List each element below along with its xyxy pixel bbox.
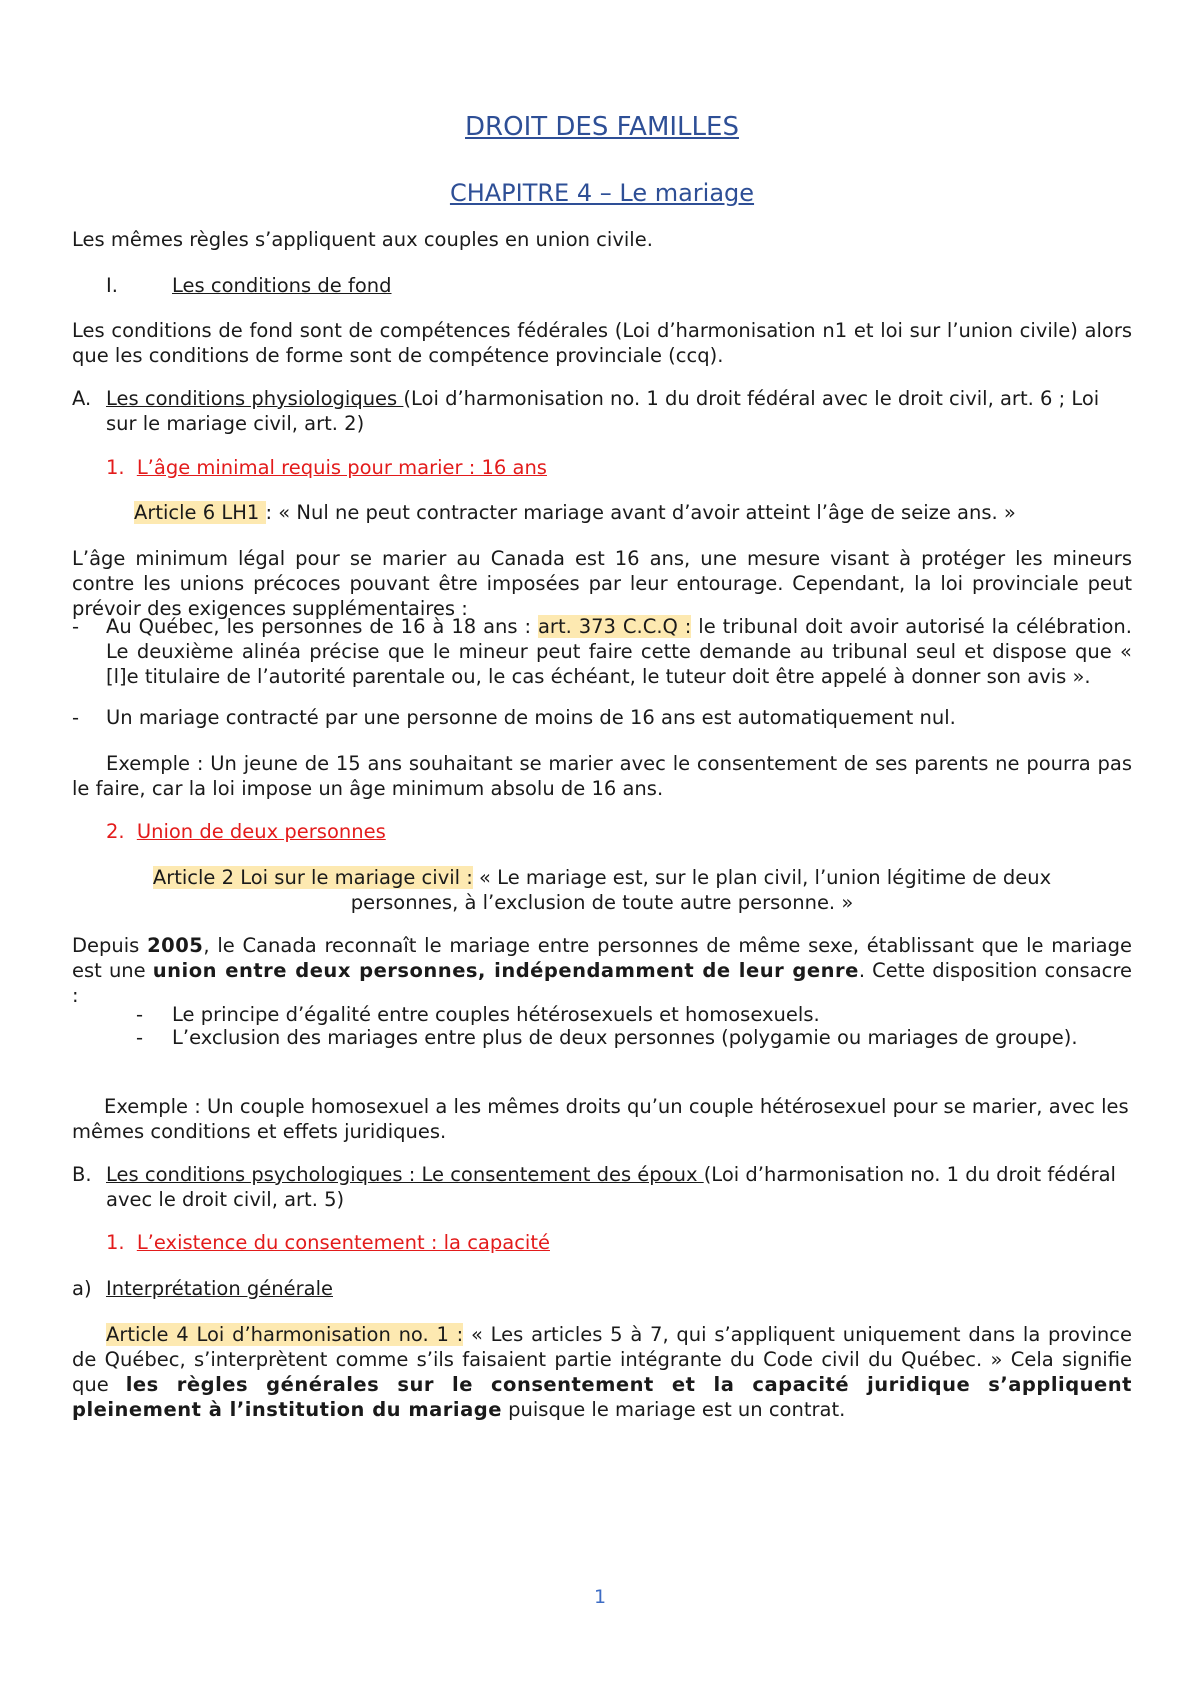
chapter-title: CHAPITRE 4 – Le mariage	[449, 179, 755, 207]
fond-paragraph: Les conditions de fond sont de compétences fédérales (Loi d’harmonisation n1 et loi sur l’union civile) alors que les conditions de forme sont de compétence provinciale (ccq).	[72, 319, 1132, 367]
subsection-heading-a	[72, 386, 1132, 436]
item-number: 2.	[106, 820, 125, 843]
example-paragraph: Exemple : Un jeune de 15 ans souhaitant se marier avec le consentement de ses parents ne pourra pas le faire, car la loi impose un âge minimum absolu de 16 ans.	[72, 752, 1132, 800]
age-paragraph: L’âge minimum légal pour se marier au Canada est 16 ans, une mesure visant à protéger les mineurs contre les unions précoces pouvant être imposées par leur entourage. Cependant, la loi provinciale peut prévoir des exigences supplémentaires :	[72, 547, 1132, 620]
section-number: I.	[106, 274, 118, 297]
item-title: L’existence du consentement : la capacité	[136, 1231, 550, 1254]
item-heading-consent	[72, 1230, 1166, 1255]
article-text: « Le mariage est, sur le plan civil, l’union légitime de deux	[472, 866, 1052, 889]
example-paragraph: Exemple : Un couple homosexuel a les mêmes droits qu’un couple hétérosexuel pour se marier, avec les mêmes conditions et effets juridiques.	[72, 1095, 1129, 1143]
page-number: 1	[593, 1586, 607, 1608]
text: puisque le mariage est un contrat.	[501, 1398, 846, 1421]
article-text: « Les articles 5 à 7, qui s’appliquent uniquement dans la province de Québec, s’interprètent comme s’ils faisaient partie intégrante du Code civil du Québec. » Cela signifie que	[72, 1323, 1132, 1396]
article-quote-2lmc	[72, 865, 1132, 915]
article-label: Article 6 LH1	[134, 501, 266, 524]
section-title: Les conditions de fond	[172, 274, 392, 297]
subitem-heading	[72, 1276, 1132, 1301]
subsection-reference: (Loi d’harmonisation no. 1 du droit fédéral avec le droit civil, art. 6 ; Loi sur le mariage civil, art. 2)	[106, 387, 1100, 435]
bullet-text: Un mariage contracté par une personne de moins de 16 ans est automatiquement nul.	[106, 706, 956, 729]
subsection-title: Les conditions psychologiques : Le consentement des époux	[106, 1163, 704, 1186]
intro-paragraph: Les mêmes règles s’appliquent aux couples en union civile.	[72, 228, 653, 251]
item-heading-age	[72, 455, 1166, 480]
bullet-text-post: le tribunal doit avoir autorisé la célébration. Le deuxième alinéa précise que le mineur peut faire cette demande au tribunal seul et dispose que « [l]e titulaire de l’autorité parentale ou, le cas échéant, le tuteur doit être appelé à donner son avis ».	[106, 615, 1132, 688]
list-item	[72, 705, 1132, 730]
bullet-text: Le principe d’égalité entre couples hétérosexuels et homosexuels.	[172, 1003, 820, 1026]
subsection-letter: B.	[72, 1163, 92, 1186]
article-label: Article 4 Loi d’harmonisation no. 1 :	[106, 1323, 464, 1346]
subsection-letter: A.	[72, 387, 92, 410]
item-number: 1.	[106, 1231, 125, 1254]
article-line	[72, 865, 1132, 890]
bullet-dash: -	[72, 706, 80, 729]
document-title: DROIT DES FAMILLES	[465, 112, 739, 142]
subsection-title: Les conditions physiologiques	[106, 387, 404, 410]
bullet-text-pre: Au Québec, les personnes de 16 à 18 ans :	[106, 615, 538, 638]
list-item	[72, 1002, 1132, 1027]
article-4-paragraph	[72, 1322, 1132, 1422]
article-quote-6lh1	[72, 500, 1132, 525]
bullet-dash: -	[72, 615, 80, 638]
article-line: personnes, à l’exclusion de toute autre personne. »	[350, 891, 854, 914]
subsection-reference: (Loi d’harmonisation no. 1 du droit fédéral avec le droit civil, art. 5)	[106, 1163, 1116, 1211]
text: Depuis	[72, 934, 148, 957]
article-text: : « Nul ne peut contracter mariage avant d’avoir atteint l’âge de seize ans. »	[265, 501, 1016, 524]
subitem-title: Interprétation générale	[106, 1277, 333, 1300]
item-title: L’âge minimal requis pour marier : 16 ans	[136, 456, 547, 479]
subsection-heading-b	[72, 1162, 1132, 1212]
text: . Cette disposition consacre :	[72, 959, 1132, 1007]
bold-text: les règles générales sur le consentement et la capacité juridique s’appliquent pleinement à l’institution du mariage	[72, 1373, 1132, 1421]
item-heading-union	[72, 819, 1166, 844]
item-number: 1.	[106, 456, 125, 479]
bold-year: 2005	[147, 934, 204, 957]
article-label: art. 373 C.C.Q :	[537, 615, 692, 638]
bullet-text: L’exclusion des mariages entre plus de deux personnes (polygamie ou mariages de groupe).	[172, 1026, 1078, 1049]
text: , le Canada reconnaît le mariage entre personnes de même sexe, établissant que le mariage est une	[72, 934, 1132, 982]
bullet-dash: -	[136, 1026, 144, 1049]
bold-text: union entre deux personnes, indépendamment de leur genre	[152, 959, 859, 982]
item-title: Union de deux personnes	[136, 820, 386, 843]
union-paragraph	[72, 933, 1132, 1008]
list-item	[72, 614, 1132, 689]
article-label: Article 2 Loi sur le mariage civil :	[152, 866, 473, 889]
bullet-dash: -	[136, 1003, 144, 1026]
list-item	[72, 1025, 1132, 1050]
subitem-letter: a)	[72, 1277, 92, 1300]
